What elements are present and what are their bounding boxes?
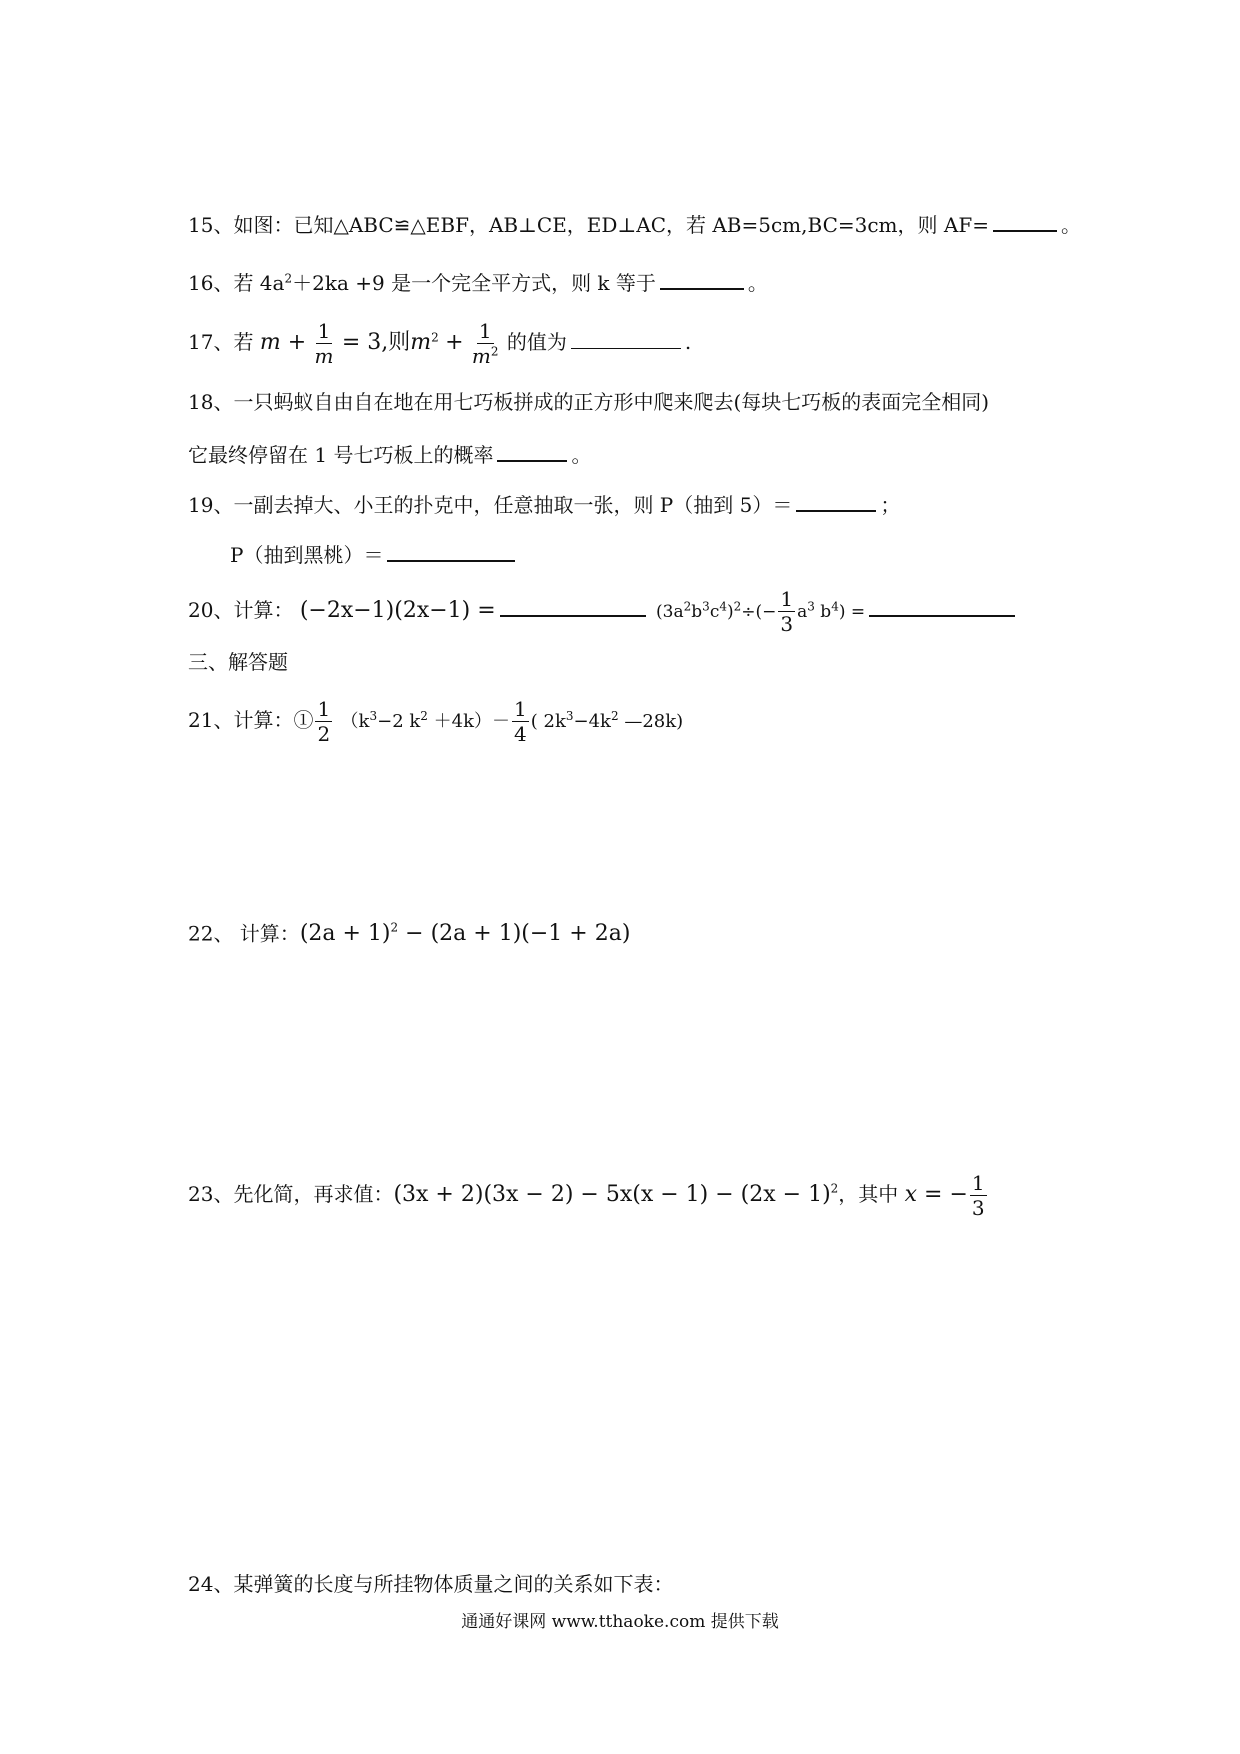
q21-mid6: —28k) — [618, 711, 684, 732]
q19-answer-blank-1[interactable] — [796, 492, 876, 512]
q17-plus2: + — [445, 330, 464, 355]
section-3-heading — [188, 652, 288, 672]
q20-e2: 3 — [702, 599, 710, 614]
q20-den: 3 — [780, 612, 794, 636]
q23-den: 3 — [971, 1196, 985, 1220]
q21-mid4: ( 2k — [530, 711, 566, 732]
q17-den: m — [314, 344, 334, 368]
question-16 — [188, 270, 768, 293]
q15-text: 15、如图：已知△ABC≌△EBF，AB⊥CE，ED⊥AC，若 AB=5cm,BC=3cm，则 AF= — [188, 213, 989, 237]
q18-line2: 它最终停留在 1 号七巧板上的概率 — [188, 443, 494, 467]
q18-end: 。 — [571, 443, 592, 467]
q20-expr2h: ) = — [838, 602, 866, 622]
section-3-title: 三、解答题 — [188, 650, 288, 674]
q17-pre: 17、若 — [188, 330, 254, 354]
q17-post: 的值为 — [506, 330, 567, 354]
q23-expr: (3x + 2)(3x − 2) − 5x(x − 1) − (2x − 1) — [393, 1182, 831, 1207]
q20-e1: 2 — [683, 599, 692, 614]
q15-answer-blank[interactable] — [993, 212, 1057, 232]
q21-mid3: ＋4k）－ — [427, 711, 511, 732]
q17-m: m — [259, 330, 281, 355]
q20-expr2f: a — [797, 602, 808, 622]
question-20 — [188, 588, 1019, 635]
q20-expr1: (−2x−1)(2x−1) = — [299, 598, 496, 623]
q20-expr2c: c — [709, 602, 720, 622]
q20-expr2b: b — [691, 602, 703, 622]
q19-line2: P（抽到黑桃）＝ — [230, 543, 384, 567]
q17-num2: 1 — [478, 319, 492, 343]
q23-xeq: x = − — [904, 1182, 968, 1207]
q21-den2: 4 — [514, 722, 527, 746]
q20-expr2g: b — [814, 602, 832, 622]
q19-line1: 19、一副去掉大、小王的扑克中，任意抽取一张，则 P（抽到 5）＝ — [188, 493, 793, 517]
q21-fraction-1 — [315, 698, 332, 745]
q18-answer-blank[interactable] — [497, 442, 567, 462]
q20-e6: 4 — [831, 599, 839, 614]
page-footer: 通通好课网 www.tthaoke.com 提供下载 — [461, 1612, 779, 1632]
question-18-line-1 — [188, 392, 989, 412]
q20-expr2d: ) — [726, 602, 734, 622]
q21-e3: 3 — [565, 709, 574, 723]
q21-e1: 3 — [369, 709, 378, 723]
q19-answer-blank-2[interactable] — [387, 542, 515, 562]
q17-num: 1 — [317, 319, 331, 343]
q16-end: 。 — [747, 271, 768, 295]
q18-line1: 18、一只蚂蚁自由自在地在用七巧板拼成的正方形中爬来爬去(每块七巧板的表面完全相同) — [188, 390, 990, 414]
q17-fraction-2 — [472, 320, 499, 367]
question-19-line-1 — [188, 492, 900, 515]
question-21 — [188, 698, 683, 745]
question-15 — [188, 212, 1081, 235]
q20-e5: 3 — [807, 599, 815, 614]
question-23 — [188, 1172, 989, 1219]
q22-pre: 22、 计算： — [188, 921, 300, 946]
q22-expr2: − (2a + 1)(−1 + 2a) — [398, 921, 631, 947]
q21-e2: 2 — [420, 709, 428, 723]
q20-fraction — [778, 588, 795, 635]
q20-answer-blank-1[interactable] — [500, 597, 646, 617]
q20-num: 1 — [780, 587, 794, 611]
question-22 — [188, 922, 630, 945]
q17-fraction-1 — [314, 320, 333, 367]
q21-mid5: −4k — [573, 711, 611, 732]
q21-pre: 21、计算：① — [188, 708, 314, 732]
q17-m2: m — [410, 330, 432, 355]
q23-mid: ，其中 — [838, 1182, 905, 1206]
q17-eq: = 3,则 — [341, 330, 411, 355]
q16-pre: 16、若 4a — [188, 271, 285, 295]
q20-e3: 4 — [719, 599, 727, 614]
q20-e4: 2 — [733, 599, 742, 614]
q20-expr2e: ÷(− — [741, 602, 777, 622]
q20-expr2a: (3a — [656, 602, 684, 622]
q17-den2: m — [471, 344, 491, 368]
q17-den2-exp: 2 — [490, 344, 499, 359]
q21-e4: 2 — [610, 709, 619, 723]
q15-end: 。 — [1060, 213, 1081, 237]
q19-end1: ； — [880, 493, 901, 517]
q17-plus: + — [287, 330, 307, 355]
q16-exp: 2 — [284, 271, 293, 286]
q20-pre: 20、计算： — [188, 598, 294, 622]
q16-post: ＋2ka +9 是一个完全平方式，则 k 等于 — [292, 271, 656, 295]
q17-exp2: 2 — [431, 330, 439, 345]
q20-answer-blank-2[interactable] — [869, 597, 1015, 617]
question-18-line-2 — [188, 442, 591, 465]
question-19-line-2 — [230, 542, 519, 565]
q21-fraction-2 — [512, 698, 529, 745]
q16-answer-blank[interactable] — [660, 270, 744, 290]
question-24 — [188, 1574, 673, 1594]
q21-den1: 2 — [317, 722, 331, 746]
q24-text: 24、某弹簧的长度与所挂物体质量之间的关系如下表： — [188, 1572, 674, 1596]
q21-mid1: （k — [340, 711, 370, 732]
q21-mid2: −2 k — [377, 711, 421, 732]
q23-pre: 23、先化简，再求值： — [188, 1182, 394, 1206]
q21-num2: 1 — [514, 697, 527, 721]
q21-num1: 1 — [317, 697, 331, 721]
q23-num: 1 — [971, 1171, 985, 1195]
q23-exp: 2 — [830, 1181, 839, 1196]
q22-expr1: (2a + 1) — [299, 921, 391, 947]
question-17 — [188, 320, 691, 367]
q17-end: . — [684, 330, 692, 354]
q23-fraction — [970, 1172, 987, 1219]
q17-answer-blank[interactable] — [571, 334, 681, 349]
q22-exp: 2 — [390, 921, 399, 935]
